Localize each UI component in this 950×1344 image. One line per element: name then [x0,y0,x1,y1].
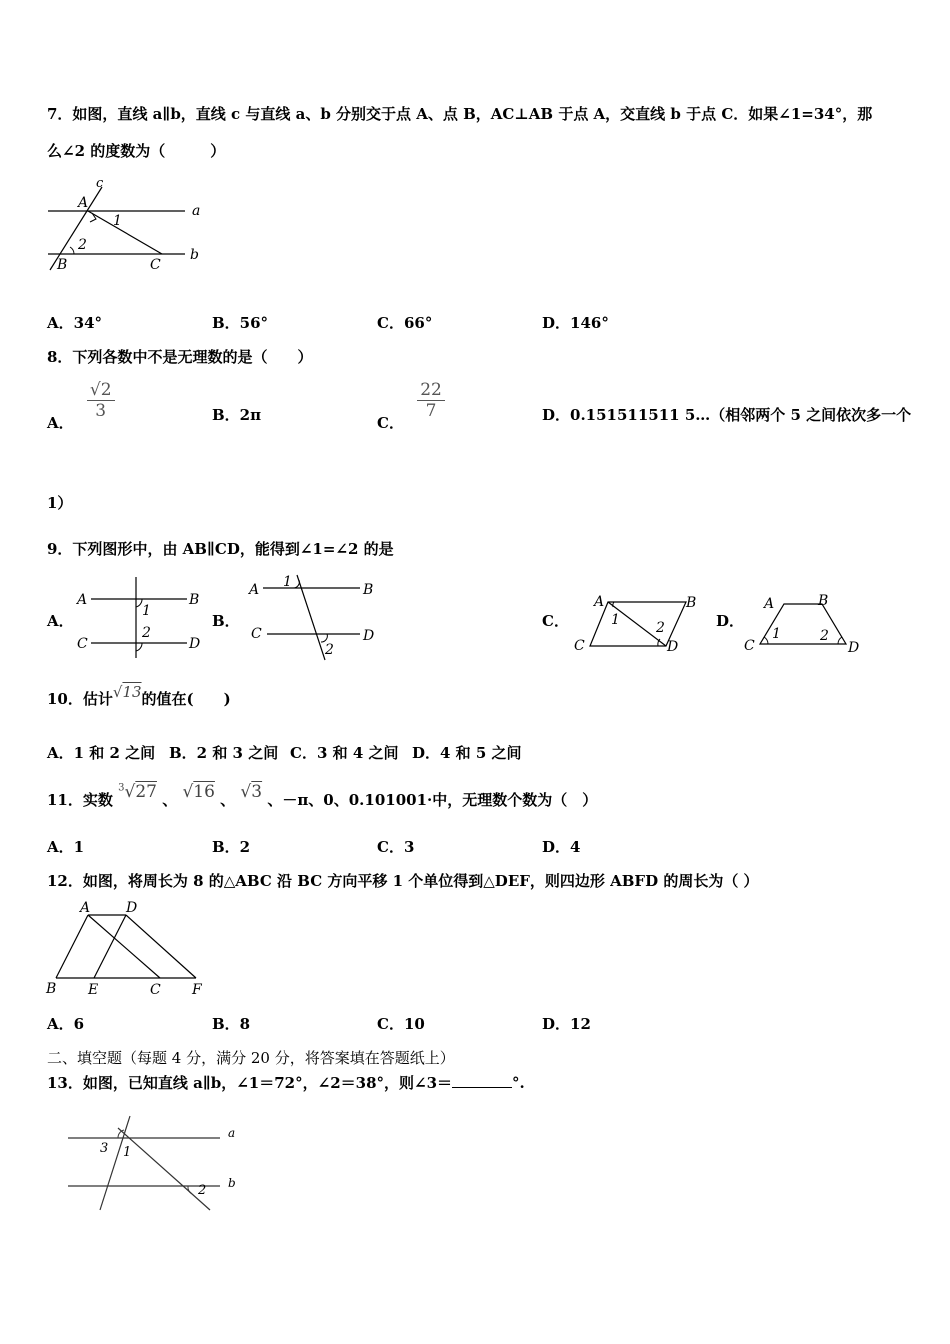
q9-figure-b[interactable] [245,570,385,662]
q9d-label-A: A [764,596,775,612]
q12-label-B: B [46,981,57,997]
q7-stem-line2: 么∠2 的度数为（ ） [47,142,226,160]
q7-option-a[interactable]: A．34° [47,314,103,332]
q8-option-c[interactable] [377,380,445,432]
q9a-label-A: A [77,592,88,608]
q7-stem-line1: 7．如图，直线 a∥b，直线 c 与直线 a、b 分别交于点 A、点 B，AC⊥AB 于点 A，交直线 b 于点 C．如果∠1=34°，那 [47,105,873,123]
q9d-label-B: B [818,593,829,609]
q8-option-a[interactable] [47,380,115,432]
q9c-label-1: 1 [611,612,620,628]
q8-option-a-fraction [87,380,115,421]
q8-option-a-label: A． [47,413,74,432]
q7-label-c: c [96,176,104,191]
q11-stem [47,782,598,810]
q9-figure-a[interactable] [75,575,205,660]
q13-stem-pre: 13．如图，已知直线 a∥b，∠1＝72°，∠2＝38°，则∠3＝ [47,1074,453,1092]
q9c-label-C: C [574,638,585,654]
q11-radical-1-radicand: 27 [135,782,157,802]
q10-option-d[interactable]: D．4 和 5 之间 [412,744,522,762]
q7-option-c[interactable]: C．66° [377,314,433,332]
q9b-label-2: 2 [325,642,334,658]
q10-option-c[interactable]: C．3 和 4 之间 [290,744,399,762]
q7-label-a: a [192,203,201,219]
q7-label-b: b [190,247,199,263]
q9b-label-D: D [363,628,375,644]
q7-label-2: 2 [78,237,87,253]
q9a-label-1: 1 [142,603,151,619]
q7-label-A: A [78,195,89,211]
q12-option-b[interactable]: B．8 [212,1015,251,1033]
q13-label-2: 2 [198,1183,207,1198]
q7-label-1: 1 [113,213,122,229]
q9-figure-c[interactable] [570,590,710,660]
q9-option-d-label[interactable]: D． [716,612,745,630]
q8-option-c-denominator: 7 [425,401,437,421]
q9a-label-2: 2 [142,625,151,641]
q9d-label-1: 1 [772,626,781,642]
q9d-label-2: 2 [820,628,829,644]
q11-stem-post: 、－π、0、0.101001·中，无理数个数为（ ） [267,791,598,809]
q9d-label-C: C [744,638,755,654]
q9c-label-B: B [686,595,697,611]
q9-option-a-label[interactable]: A． [47,612,74,630]
q8-option-c-numerator: 22 [417,380,445,401]
q11-radical-3-radicand: 3 [251,782,263,802]
section-2-heading: 二、填空题（每题 4 分，满分 20 分，将答案填在答题纸上） [47,1049,455,1067]
q11-radical-1-index: 3 [118,782,125,794]
q8-option-b[interactable]: B．2π [212,406,262,424]
q13-label-a: a [228,1126,236,1140]
q12-option-d[interactable]: D．12 [542,1015,591,1033]
q9-stem: 9．下列图形中，由 AB∥CD，能得到∠1=∠2 的是 [47,540,394,558]
q10-stem-pre: 10．估计 [47,690,113,708]
q12-figure [40,898,220,998]
q7-option-d[interactable]: D．146° [542,314,609,332]
q9-option-c-label[interactable]: C． [542,612,569,630]
q13-answer-blank[interactable] [452,1087,512,1088]
q8-stem: 8．下列各数中不是无理数的是（ ） [47,348,313,366]
q11-option-b[interactable]: B．2 [212,838,251,856]
q11-option-c[interactable]: C．3 [377,838,415,856]
q13-stem [47,1072,525,1093]
q10-radical: √13 [112,683,142,701]
q9-option-b-label[interactable]: B． [212,612,240,630]
q7-label-B: B [57,257,68,273]
q11-radical-3: √3 [240,782,263,802]
q10-option-a[interactable]: A．1 和 2 之间 [47,744,156,762]
q13-label-b: b [228,1176,236,1190]
q7-option-b[interactable]: B．56° [212,314,269,332]
q12-stem: 12．如图，将周长为 8 的△ABC 沿 BC 方向平移 1 个单位得到△DEF，则四边形 ABFD 的周长为（ ） [47,872,759,890]
q11-radical-1: $^3$√27 [118,782,157,802]
q11-radical-2: √16 [182,782,215,802]
q9b-label-B: B [363,582,374,598]
q10-stem-post: 的值在( ) [141,690,231,708]
q13-stem-post: °. [512,1074,525,1092]
q10-radicand: 13 [122,683,142,701]
q12-label-F: F [192,982,202,998]
q9b-label-C: C [251,626,262,642]
q12-label-E: E [88,982,99,998]
q11-stem-pre: 11．实数 [47,791,113,809]
q13-label-1: 1 [123,1145,132,1160]
q13-label-3: 3 [100,1141,109,1156]
q12-label-A: A [80,900,91,916]
q9c-label-D: D [667,639,679,655]
q9a-label-B: B [189,592,200,608]
q9a-label-C: C [77,636,88,652]
q11-option-a[interactable]: A．1 [47,838,85,856]
q9-figure-d[interactable] [742,590,872,660]
q11-option-d[interactable]: D．4 [542,838,581,856]
q13-figure [60,1110,260,1220]
q8-option-a-denominator: 3 [95,401,107,421]
q7-label-C: C [150,257,161,273]
q9b-label-1: 1 [283,574,292,590]
q8-option-a-numerator: √2 [87,380,115,401]
q11-sep-1: 、 [162,791,178,809]
q9d-label-D: D [848,640,860,656]
q8-option-d-continued: 1） [47,494,73,512]
q10-option-b[interactable]: B．2 和 3 之间 [169,744,279,762]
q12-label-C: C [150,982,161,998]
q11-radical-2-radicand: 16 [193,782,215,802]
q11-sep-2: 、 [220,791,236,809]
q8-option-c-label: C． [377,413,404,432]
q12-option-a[interactable]: A．6 [47,1015,85,1033]
q9c-label-A: A [594,594,605,610]
q8-option-c-fraction [417,380,445,421]
q10-stem [47,683,231,709]
q9b-label-A: A [249,582,260,598]
q8-option-d[interactable]: D．0.151511511 5…（相邻两个 5 之间依次多一个 [542,406,912,424]
q12-option-c[interactable]: C．10 [377,1015,425,1033]
q9c-label-2: 2 [656,620,665,636]
q12-label-D: D [126,900,138,916]
q9a-label-D: D [189,636,201,652]
q7-figure [40,175,220,275]
